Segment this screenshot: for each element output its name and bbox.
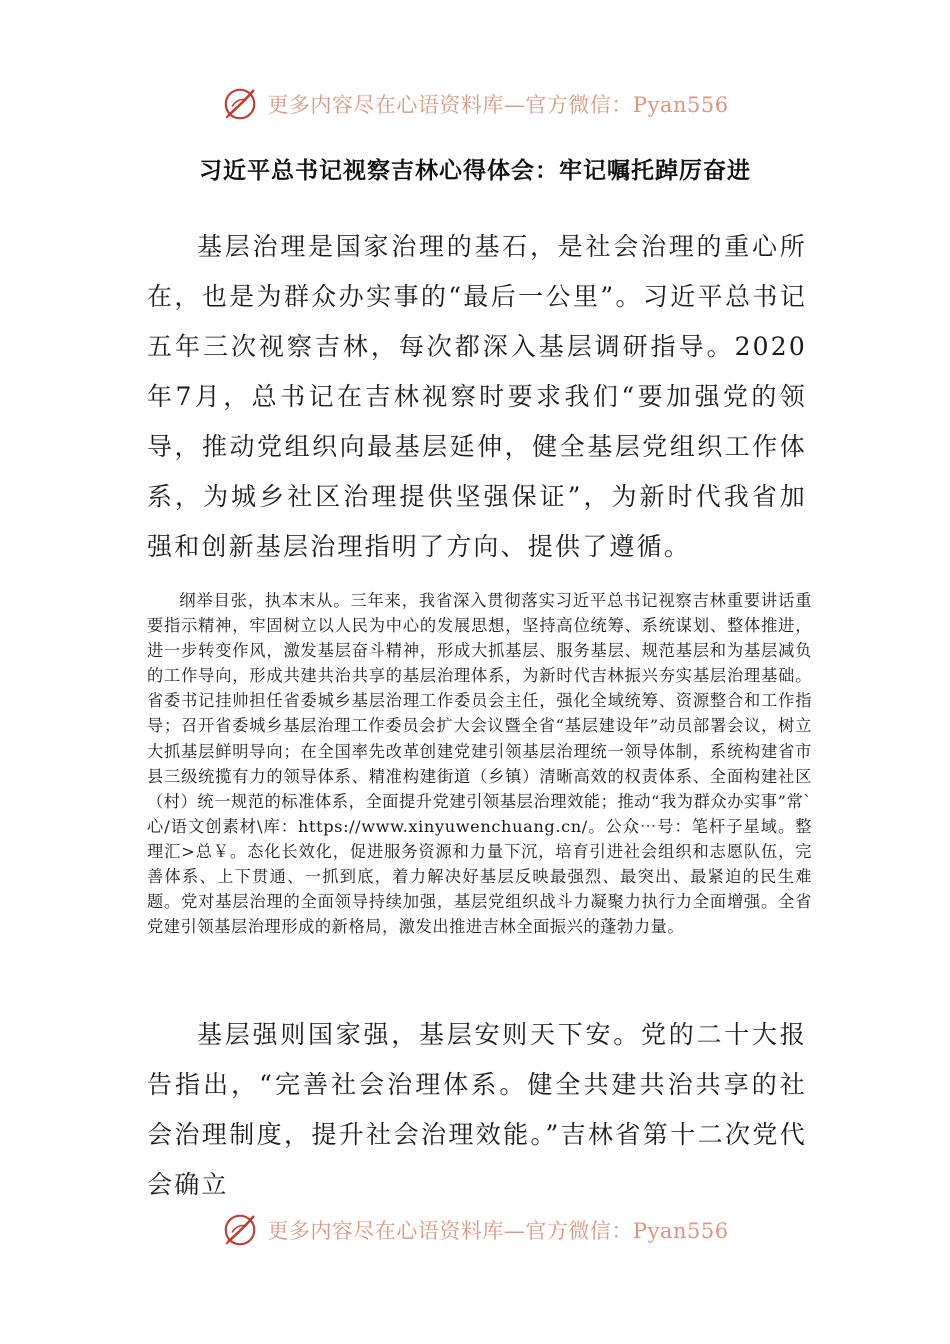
body-paragraph-2: 纲举目张，执本末从。三年来，我省深入贯彻落实习近平总书记视察吉林重要讲话重要指示精神，牢固树立以人民为中心的发展思想，坚持高位统筹、系统谋划、整体推进，进一步转变作风，激发基层奋斗精神，形成大抓基层、服务基层、规范基层和为基层减负的工作导向，形成共建共治共享的基层治理体系，为新时代吉林振兴夯实基层治理基础。省委书记挂帅担任省委城乡基层治理工作委员会主任，强化全域统筹、资源整合和工作指导；召开省委城乡基层治理工作委员会扩大会议暨全省“基层建设年”动员部署会议，树立大抓基层鲜明导向；在全国率先改革创建党建引领基层治理统一领导体制，系统构建省市县三级统揽有力的领导体系、精准构建街道（乡镇）清晰高效的权责体系、全面构建社区（村）统一规范的标准体系，全面提升党建引领基层治理效能；推动“我为群众办实事”常`心/语文创素材\库：https://www.xinyuwenchuang.cn/。公众⋯号：笔杆子星域。整理汇>总￥。态化长效化，促进服务资源和力量下沉，培育引进社会组织和志愿队伍，完善体系、上下贯通、一抓到底，着力解决好基层反映最强烈、最突出、最紧迫的民生难题。党对基层治理的全面领导持续加强，基层党组织战斗力凝聚力执行力全面增强。全省党建引领基层治理形成的新格局，激发出推进吉林全面振兴的蓬勃力量。	[147, 591, 812, 937]
watermark-header	[0, 82, 950, 126]
body-paragraph-1: 基层治理是国家治理的基石，是社会治理的重心所在，也是为群众办实事的“最后一公里”。习近平总书记五年三次视察吉林，每次都深入基层调研指导。2020年7月，总书记在吉林视察时要求我们“要加强党的领导，推动党组织向最基层延伸，健全基层党组织工作体系，为城乡社区治理提供坚强保证”，为新时代我省加强和创新基层治理指明了方向、提供了遵循。	[147, 232, 807, 561]
document-title: 习近平总书记视察吉林心得体会：牢记嘱托踔厉奋进	[199, 157, 751, 184]
watermark-text: 更多内容尽在心语资料库—官方微信：Pyan556	[267, 93, 729, 117]
watermark-text: 更多内容尽在心语资料库—官方微信：Pyan556	[267, 1219, 729, 1243]
body-paragraph-3: 基层强则国家强，基层安则天下安。党的二十大报告指出，“完善社会治理体系。健全共建共治共享的社会治理制度，提升社会治理效能。”吉林省第十二次党代会确立	[147, 1020, 807, 1199]
watermark-footer	[0, 1208, 950, 1252]
pen-circle-logo-icon	[221, 85, 259, 123]
pen-circle-logo-icon	[221, 1211, 259, 1249]
